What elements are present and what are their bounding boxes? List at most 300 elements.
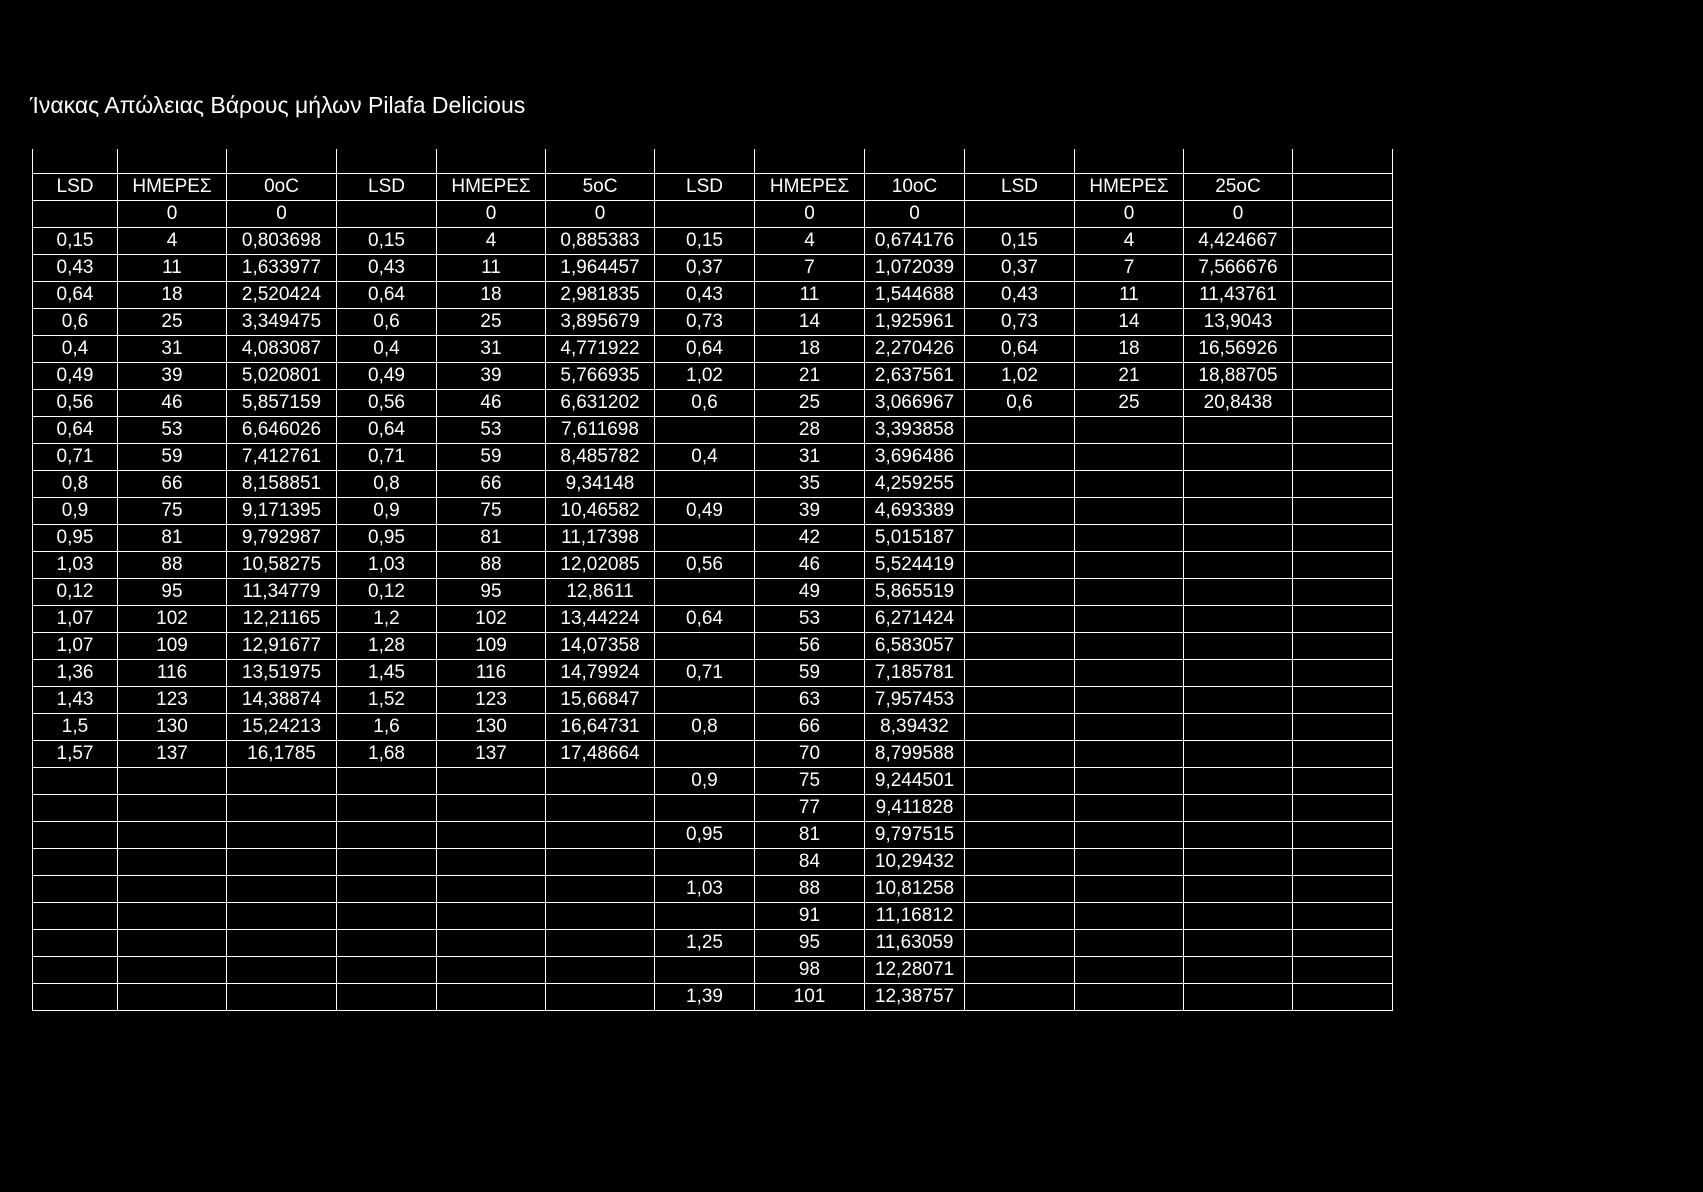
table-cell: 3,895679 <box>546 309 655 336</box>
table-cell: 12,38757 <box>865 984 965 1011</box>
table-cell <box>546 795 655 822</box>
table-cell: 9,792987 <box>227 525 337 552</box>
table-cell <box>227 984 337 1011</box>
table-cell <box>1184 930 1293 957</box>
table-cell: 116 <box>118 660 227 687</box>
table-cell <box>965 687 1075 714</box>
table-cell <box>118 930 227 957</box>
table-cell: 25 <box>437 309 546 336</box>
table-cell: 49 <box>755 579 865 606</box>
table-cell <box>337 201 437 228</box>
table-cell <box>1184 849 1293 876</box>
table-cell <box>437 930 546 957</box>
table-cell <box>437 903 546 930</box>
column-header: LSD <box>965 174 1075 201</box>
table-cell: 31 <box>755 444 865 471</box>
table-cell: 109 <box>437 633 546 660</box>
table-row <box>33 903 1393 930</box>
table-cell: 116 <box>437 660 546 687</box>
table-cell: 98 <box>755 957 865 984</box>
table-cell: 0,43 <box>965 282 1075 309</box>
table-cell: 1,5 <box>33 714 118 741</box>
table-cell: 91 <box>755 903 865 930</box>
table-cell: 0,15 <box>337 228 437 255</box>
table-cell: 1,02 <box>655 363 755 390</box>
table-cell <box>1293 498 1393 525</box>
table-row <box>33 687 1393 714</box>
table-cell: 0 <box>546 201 655 228</box>
table-cell: 0,64 <box>33 282 118 309</box>
table-cell <box>437 876 546 903</box>
table-cell <box>118 903 227 930</box>
table-cell: 1,2 <box>337 606 437 633</box>
table-cell: 2,520424 <box>227 282 337 309</box>
table-cell: 6,271424 <box>865 606 965 633</box>
table-cell <box>33 201 118 228</box>
table-cell: 11,63059 <box>865 930 965 957</box>
table-cell: 95 <box>118 579 227 606</box>
table-cell <box>1293 714 1393 741</box>
table-cell <box>546 957 655 984</box>
blank-row <box>33 149 1393 174</box>
table-cell: 0,95 <box>33 525 118 552</box>
table-cell: 130 <box>437 714 546 741</box>
table-cell <box>33 795 118 822</box>
table-cell: 0,95 <box>337 525 437 552</box>
table-cell: 12,28071 <box>865 957 965 984</box>
table-cell: 1,07 <box>33 606 118 633</box>
table-cell: 4,771922 <box>546 336 655 363</box>
table-cell <box>337 822 437 849</box>
table-cell: 8,485782 <box>546 444 655 471</box>
table-cell <box>1075 714 1184 741</box>
table-cell: 1,52 <box>337 687 437 714</box>
table-cell: 42 <box>755 525 865 552</box>
table-cell: 81 <box>118 525 227 552</box>
table-cell <box>118 957 227 984</box>
table-cell <box>1075 741 1184 768</box>
table-cell: 25 <box>1075 390 1184 417</box>
table-cell <box>1293 201 1393 228</box>
table-cell: 1,57 <box>33 741 118 768</box>
table-row <box>33 282 1393 309</box>
table-cell: 7 <box>1075 255 1184 282</box>
table-cell <box>1184 687 1293 714</box>
table-cell <box>1184 498 1293 525</box>
table-cell <box>655 579 755 606</box>
table-cell <box>1293 255 1393 282</box>
table-cell: 8,39432 <box>865 714 965 741</box>
table-cell: 25 <box>755 390 865 417</box>
table-row <box>33 309 1393 336</box>
table-cell: 0,73 <box>965 309 1075 336</box>
table-cell: 137 <box>118 741 227 768</box>
table-row <box>33 984 1393 1011</box>
table-cell <box>655 687 755 714</box>
table-cell: 11,17398 <box>546 525 655 552</box>
table-cell: 95 <box>755 930 865 957</box>
table-cell <box>337 849 437 876</box>
table-cell: 12,91677 <box>227 633 337 660</box>
table-cell: 25 <box>118 309 227 336</box>
table-cell <box>655 633 755 660</box>
table-cell: 11,43761 <box>1184 282 1293 309</box>
column-header: LSD <box>337 174 437 201</box>
column-header: ΗΜΕΡΕΣ <box>755 174 865 201</box>
table-cell: 0,37 <box>965 255 1075 282</box>
table-cell: 18 <box>437 282 546 309</box>
table-cell <box>655 903 755 930</box>
table-cell: 4 <box>1075 228 1184 255</box>
table-cell <box>337 984 437 1011</box>
table-cell: 88 <box>118 552 227 579</box>
page-title: Ίνακας Απώλειας Βάρους μήλων Pilafa Delicious <box>30 92 526 118</box>
table-cell: 2,270426 <box>865 336 965 363</box>
table-row <box>33 660 1393 687</box>
table-cell <box>965 741 1075 768</box>
table-cell <box>965 633 1075 660</box>
table-cell <box>1293 471 1393 498</box>
table-cell: 14 <box>755 309 865 336</box>
table-cell <box>1184 903 1293 930</box>
table-cell <box>1184 525 1293 552</box>
table-cell: 0 <box>1184 201 1293 228</box>
empty-cell <box>337 149 437 174</box>
table-cell: 7,611698 <box>546 417 655 444</box>
table-cell: 0 <box>227 201 337 228</box>
table-cell: 1,45 <box>337 660 437 687</box>
table-cell: 0,64 <box>33 417 118 444</box>
table-cell: 0,12 <box>337 579 437 606</box>
table-cell <box>33 849 118 876</box>
table-cell <box>1184 579 1293 606</box>
table-cell: 0,95 <box>655 822 755 849</box>
table-cell <box>1184 768 1293 795</box>
column-header: 10oC <box>865 174 965 201</box>
table-cell <box>1075 687 1184 714</box>
table-cell <box>1184 633 1293 660</box>
table-row <box>33 228 1393 255</box>
table-cell: 1,07 <box>33 633 118 660</box>
table-cell <box>1293 390 1393 417</box>
table-cell: 0,803698 <box>227 228 337 255</box>
table-cell <box>1293 984 1393 1011</box>
table-cell <box>1184 714 1293 741</box>
table-cell: 0,64 <box>655 336 755 363</box>
table-cell: 39 <box>437 363 546 390</box>
table-cell: 0,49 <box>33 363 118 390</box>
table-cell <box>546 822 655 849</box>
table-cell: 14,79924 <box>546 660 655 687</box>
table-cell <box>655 471 755 498</box>
table-cell <box>1184 741 1293 768</box>
table-cell <box>1293 849 1393 876</box>
table-cell: 84 <box>755 849 865 876</box>
table-cell <box>1293 579 1393 606</box>
header-row <box>33 174 1393 201</box>
table-cell: 123 <box>437 687 546 714</box>
table-cell: 7,185781 <box>865 660 965 687</box>
table-cell: 53 <box>118 417 227 444</box>
table-cell: 1,6 <box>337 714 437 741</box>
table-cell <box>1293 795 1393 822</box>
table-cell: 0,64 <box>655 606 755 633</box>
table-cell <box>965 795 1075 822</box>
table-cell: 13,9043 <box>1184 309 1293 336</box>
table-cell <box>1293 633 1393 660</box>
table-cell: 5,524419 <box>865 552 965 579</box>
table-cell: 0 <box>118 201 227 228</box>
table-cell: 0,37 <box>655 255 755 282</box>
table-cell <box>227 876 337 903</box>
table-cell: 0,56 <box>655 552 755 579</box>
table-cell <box>1293 417 1393 444</box>
table-cell: 16,56926 <box>1184 336 1293 363</box>
table-cell: 88 <box>755 876 865 903</box>
table-cell: 0,885383 <box>546 228 655 255</box>
table-cell: 18 <box>755 336 865 363</box>
table-cell: 1,03 <box>337 552 437 579</box>
table-row <box>33 849 1393 876</box>
table-cell: 13,51975 <box>227 660 337 687</box>
table-cell <box>1075 795 1184 822</box>
table-cell: 5,857159 <box>227 390 337 417</box>
table-cell: 6,583057 <box>865 633 965 660</box>
table-cell <box>33 768 118 795</box>
table-cell: 95 <box>437 579 546 606</box>
table-cell <box>227 768 337 795</box>
table-cell: 0,6 <box>655 390 755 417</box>
table-cell <box>337 903 437 930</box>
table-cell <box>1293 525 1393 552</box>
table-cell: 20,8438 <box>1184 390 1293 417</box>
table-cell: 18,88705 <box>1184 363 1293 390</box>
table-cell <box>1293 687 1393 714</box>
table-cell <box>546 984 655 1011</box>
table-cell <box>227 903 337 930</box>
table-cell: 1,072039 <box>865 255 965 282</box>
table-cell <box>227 795 337 822</box>
table-cell <box>965 930 1075 957</box>
table-cell: 5,865519 <box>865 579 965 606</box>
table-cell: 21 <box>755 363 865 390</box>
table-cell: 14,38874 <box>227 687 337 714</box>
table-cell: 4,083087 <box>227 336 337 363</box>
table-cell: 7,957453 <box>865 687 965 714</box>
table-cell: 59 <box>437 444 546 471</box>
table-cell <box>1075 525 1184 552</box>
table-cell <box>337 768 437 795</box>
table-cell: 101 <box>755 984 865 1011</box>
table-cell <box>655 417 755 444</box>
table-cell: 123 <box>118 687 227 714</box>
table-cell <box>1184 795 1293 822</box>
table-cell: 0,71 <box>33 444 118 471</box>
table-cell <box>337 930 437 957</box>
table-cell: 4,424667 <box>1184 228 1293 255</box>
table-cell <box>1293 363 1393 390</box>
table-cell: 88 <box>437 552 546 579</box>
table-cell: 59 <box>755 660 865 687</box>
table-cell <box>1184 417 1293 444</box>
table-cell <box>1293 660 1393 687</box>
table-cell: 14,07358 <box>546 633 655 660</box>
table-cell <box>965 822 1075 849</box>
table-cell: 53 <box>755 606 865 633</box>
table-cell: 0,43 <box>655 282 755 309</box>
table-cell <box>1293 957 1393 984</box>
table-row <box>33 525 1393 552</box>
table-cell: 17,48664 <box>546 741 655 768</box>
table-cell: 4,693389 <box>865 498 965 525</box>
table-cell: 0,4 <box>33 336 118 363</box>
table-cell <box>118 795 227 822</box>
table-cell: 0,56 <box>33 390 118 417</box>
table-cell <box>965 498 1075 525</box>
table-cell <box>965 984 1075 1011</box>
table-cell <box>965 660 1075 687</box>
table-cell: 0,674176 <box>865 228 965 255</box>
table-cell <box>965 471 1075 498</box>
table-cell: 102 <box>437 606 546 633</box>
table-cell: 9,171395 <box>227 498 337 525</box>
table-cell: 12,8611 <box>546 579 655 606</box>
table-cell: 15,24213 <box>227 714 337 741</box>
table-cell <box>965 903 1075 930</box>
table-cell: 137 <box>437 741 546 768</box>
table-cell <box>1293 228 1393 255</box>
table-cell: 0,15 <box>655 228 755 255</box>
table-cell <box>437 957 546 984</box>
table-cell <box>965 525 1075 552</box>
table-cell <box>1293 741 1393 768</box>
table-cell <box>546 849 655 876</box>
table-row <box>33 741 1393 768</box>
table-cell: 0,4 <box>337 336 437 363</box>
table-cell <box>1075 417 1184 444</box>
table-cell: 11 <box>755 282 865 309</box>
table-row <box>33 930 1393 957</box>
empty-cell <box>755 149 865 174</box>
table-cell <box>1075 498 1184 525</box>
table-cell: 16,64731 <box>546 714 655 741</box>
table-cell <box>965 957 1075 984</box>
table-cell: 81 <box>437 525 546 552</box>
table-cell: 5,015187 <box>865 525 965 552</box>
table-cell <box>1293 930 1393 957</box>
table-cell: 2,637561 <box>865 363 965 390</box>
table-cell: 53 <box>437 417 546 444</box>
table-cell: 63 <box>755 687 865 714</box>
table-cell <box>1075 471 1184 498</box>
empty-cell <box>965 149 1075 174</box>
table-cell <box>1293 768 1393 795</box>
table-cell: 0,43 <box>337 255 437 282</box>
empty-cell <box>437 149 546 174</box>
table-cell: 0,15 <box>965 228 1075 255</box>
table-row <box>33 579 1393 606</box>
table-cell: 3,696486 <box>865 444 965 471</box>
table-cell: 1,964457 <box>546 255 655 282</box>
table-cell: 0,4 <box>655 444 755 471</box>
table-cell <box>546 768 655 795</box>
table-cell <box>33 876 118 903</box>
table-cell: 0,73 <box>655 309 755 336</box>
table-cell <box>965 201 1075 228</box>
table-cell <box>33 984 118 1011</box>
table-cell: 56 <box>755 633 865 660</box>
table-cell: 31 <box>437 336 546 363</box>
table-row <box>33 498 1393 525</box>
table-cell: 70 <box>755 741 865 768</box>
table-cell: 59 <box>118 444 227 471</box>
table-cell: 10,29432 <box>865 849 965 876</box>
table-row <box>33 444 1393 471</box>
table-cell: 0,8 <box>33 471 118 498</box>
table-cell <box>965 714 1075 741</box>
table-cell <box>1184 606 1293 633</box>
table-cell: 0,8 <box>337 471 437 498</box>
table-cell: 0,12 <box>33 579 118 606</box>
table-cell: 0 <box>865 201 965 228</box>
table-cell: 1,03 <box>655 876 755 903</box>
table-cell <box>1184 552 1293 579</box>
table-cell <box>437 822 546 849</box>
table-cell: 21 <box>1075 363 1184 390</box>
column-header: LSD <box>655 174 755 201</box>
table-cell <box>437 795 546 822</box>
empty-cell <box>118 149 227 174</box>
column-header: ΗΜΕΡΕΣ <box>1075 174 1184 201</box>
table-cell: 31 <box>118 336 227 363</box>
column-header: ΗΜΕΡΕΣ <box>437 174 546 201</box>
table-cell: 1,633977 <box>227 255 337 282</box>
table-cell <box>1075 903 1184 930</box>
table-cell: 5,766935 <box>546 363 655 390</box>
table-cell: 0,9 <box>655 768 755 795</box>
table-cell: 0,6 <box>337 309 437 336</box>
table-cell: 35 <box>755 471 865 498</box>
table-cell: 46 <box>118 390 227 417</box>
table-cell <box>1293 309 1393 336</box>
table-cell: 75 <box>118 498 227 525</box>
table-cell: 3,066967 <box>865 390 965 417</box>
table-cell: 1,68 <box>337 741 437 768</box>
table-cell: 0,64 <box>337 417 437 444</box>
column-header: 25oC <box>1184 174 1293 201</box>
table-cell <box>546 876 655 903</box>
table-cell: 46 <box>755 552 865 579</box>
table-cell: 14 <box>1075 309 1184 336</box>
table-cell: 7,412761 <box>227 444 337 471</box>
table-cell: 1,925961 <box>865 309 965 336</box>
table-cell <box>965 444 1075 471</box>
table-cell: 75 <box>437 498 546 525</box>
table-cell: 66 <box>437 471 546 498</box>
table-cell <box>33 957 118 984</box>
table-cell <box>1075 660 1184 687</box>
table-cell: 16,1785 <box>227 741 337 768</box>
table-cell: 1,43 <box>33 687 118 714</box>
table-cell: 130 <box>118 714 227 741</box>
table-cell: 39 <box>755 498 865 525</box>
table-cell <box>1293 606 1393 633</box>
table-cell: 4 <box>437 228 546 255</box>
table-cell: 3,349475 <box>227 309 337 336</box>
table-cell <box>1075 444 1184 471</box>
table-cell <box>965 552 1075 579</box>
table-cell: 0 <box>437 201 546 228</box>
